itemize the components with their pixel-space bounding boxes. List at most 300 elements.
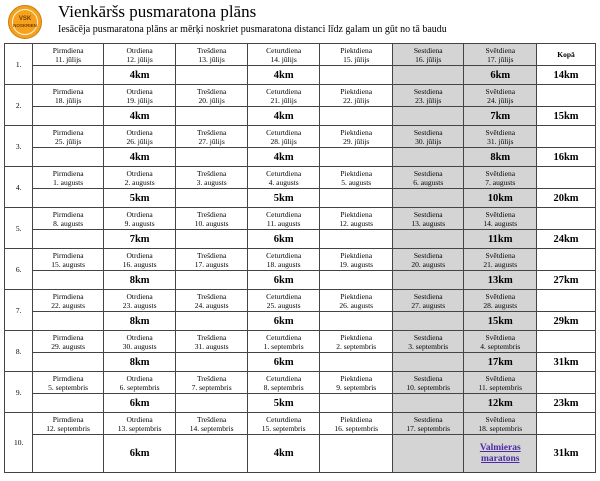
- distance-cell: [320, 271, 393, 290]
- distance-cell: 6km: [103, 435, 176, 473]
- day-name: Svētdiena: [485, 209, 516, 219]
- day-cell: [176, 290, 248, 312]
- week-3-km-row: [5, 148, 596, 167]
- day-name: Sestdiena: [413, 86, 443, 96]
- day-date: 13. augusts: [411, 218, 446, 228]
- day-name: Trešdiena: [196, 291, 227, 301]
- day-date: 12. jūlijs: [126, 54, 153, 64]
- day-date: 11. jūlijs: [55, 54, 82, 64]
- day-name: Pirmdiena: [52, 168, 84, 178]
- day-cell: [392, 167, 464, 189]
- distance-cell: [320, 66, 393, 85]
- distance-cell: 12km: [464, 394, 537, 413]
- training-plan-table: [4, 43, 596, 473]
- distance-cell: 10km: [464, 189, 537, 208]
- day-cell: [464, 85, 537, 107]
- week-number: 9.: [5, 372, 33, 413]
- week-6-days-row: [5, 249, 596, 271]
- distance-cell: [176, 312, 248, 331]
- day-cell: [103, 44, 176, 66]
- week-number: 1.: [5, 44, 33, 85]
- week-7-km-row: [5, 312, 596, 331]
- week-7-days-row: [5, 290, 596, 312]
- day-cell: [103, 331, 176, 353]
- day-cell: [247, 290, 320, 312]
- day-name: Ceturtdiena: [266, 250, 302, 260]
- day-date: 11. septembris: [478, 382, 522, 392]
- club-logo: [8, 5, 42, 39]
- total-header-cell: [537, 167, 596, 189]
- day-date: 29. jūlijs: [343, 136, 370, 146]
- day-date: 31. augusts: [194, 341, 229, 351]
- week-4-km-row: [5, 189, 596, 208]
- distance-cell: 4km: [103, 107, 176, 126]
- day-date: 7. septembris: [191, 382, 232, 392]
- day-cell: [33, 413, 103, 435]
- day-cell: [320, 331, 393, 353]
- day-date: 8. augusts: [53, 218, 84, 228]
- day-date: 5. septembris: [48, 382, 89, 392]
- day-name: Sestdiena: [413, 168, 443, 178]
- day-cell: [33, 372, 103, 394]
- week-number: 6.: [5, 249, 33, 290]
- day-cell: [103, 413, 176, 435]
- day-name: Piektdiena: [340, 127, 373, 137]
- distance-cell: [33, 353, 103, 372]
- day-cell: [103, 290, 176, 312]
- week-total: 20km: [537, 189, 596, 208]
- day-date: 13. septembris: [117, 423, 162, 433]
- day-cell: [176, 331, 248, 353]
- day-name: Piektdiena: [340, 45, 373, 55]
- day-date: 25. augusts: [266, 300, 301, 310]
- day-name: Sestdiena: [413, 209, 443, 219]
- day-date: 20. augusts: [411, 259, 446, 269]
- distance-cell: 11km: [464, 230, 537, 249]
- day-cell: [176, 44, 248, 66]
- week-5-km-row: [5, 230, 596, 249]
- day-cell: [320, 372, 393, 394]
- total-header-cell: [537, 208, 596, 230]
- week-total: 15km: [537, 107, 596, 126]
- day-cell: [247, 44, 320, 66]
- day-name: Ceturtdiena: [266, 414, 302, 424]
- day-cell: [464, 44, 537, 66]
- day-cell: [320, 126, 393, 148]
- day-name: Trešdiena: [196, 45, 227, 55]
- day-date: 20. jūlijs: [198, 95, 225, 105]
- day-cell: [392, 290, 464, 312]
- day-name: Sestdiena: [413, 414, 443, 424]
- distance-cell: 5km: [103, 189, 176, 208]
- day-cell: [103, 372, 176, 394]
- week-2-days-row: [5, 85, 596, 107]
- distance-cell: [176, 66, 248, 85]
- day-name: Otrdiena: [126, 45, 153, 55]
- day-cell: [464, 331, 537, 353]
- day-name: Pirmdiena: [52, 414, 84, 424]
- day-name: Svētdiena: [485, 86, 516, 96]
- day-name: Sestdiena: [413, 332, 443, 342]
- distance-cell: [176, 394, 248, 413]
- day-name: Trešdiena: [196, 168, 227, 178]
- distance-cell: [392, 189, 464, 208]
- day-name: Trešdiena: [196, 373, 227, 383]
- day-cell: [33, 290, 103, 312]
- day-date: 22. augusts: [51, 300, 85, 310]
- day-name: Piektdiena: [340, 414, 373, 424]
- day-name: Pirmdiena: [52, 209, 84, 219]
- total-header-cell: [537, 249, 596, 271]
- day-name: Piektdiena: [340, 332, 373, 342]
- day-cell: [247, 208, 320, 230]
- day-date: 14. septembris: [189, 423, 234, 433]
- day-cell: [176, 413, 248, 435]
- day-name: Trešdiena: [196, 86, 227, 96]
- day-date: 18. septembris: [478, 423, 523, 433]
- day-name: Pirmdiena: [52, 86, 84, 96]
- distance-cell: [320, 148, 393, 167]
- day-name: Ceturtdiena: [266, 291, 302, 301]
- day-name: Pirmdiena: [52, 250, 84, 260]
- distance-cell: 15km: [464, 312, 537, 331]
- day-name: Sestdiena: [413, 250, 443, 260]
- week-number: 5.: [5, 208, 33, 249]
- day-cell: [392, 331, 464, 353]
- week-total: 14km: [537, 66, 596, 85]
- day-name: Otrdiena: [126, 86, 153, 96]
- day-name: Trešdiena: [196, 332, 227, 342]
- day-cell: [247, 413, 320, 435]
- day-date: 17. septembris: [406, 423, 451, 433]
- day-cell: [392, 85, 464, 107]
- distance-cell: [33, 148, 103, 167]
- day-cell: [176, 249, 248, 271]
- day-date: 10. augusts: [194, 218, 229, 228]
- distance-cell: [320, 435, 393, 473]
- distance-cell: [392, 271, 464, 290]
- day-cell: [247, 372, 320, 394]
- week-total: 16km: [537, 148, 596, 167]
- day-name: Piektdiena: [340, 209, 373, 219]
- day-name: Otrdiena: [126, 373, 153, 383]
- distance-cell: [320, 312, 393, 331]
- week-1-days-row: [5, 44, 596, 66]
- week-total: 29km: [537, 312, 596, 331]
- distance-cell: 13km: [464, 271, 537, 290]
- distance-cell: 5km: [247, 394, 320, 413]
- distance-cell: 6km: [247, 312, 320, 331]
- day-date: 10. septembris: [406, 382, 451, 392]
- day-date: 9. septembris: [336, 382, 377, 392]
- day-date: 23. augusts: [122, 300, 157, 310]
- distance-cell: [33, 394, 103, 413]
- distance-cell: 4km: [247, 107, 320, 126]
- day-name: Svētdiena: [485, 45, 516, 55]
- distance-cell: [464, 435, 537, 473]
- day-name: Otrdiena: [126, 414, 153, 424]
- total-header-cell: [537, 126, 596, 148]
- week-number: 10.: [5, 413, 33, 473]
- day-name: Sestdiena: [413, 45, 443, 55]
- day-cell: [176, 167, 248, 189]
- distance-cell: [392, 148, 464, 167]
- day-cell: [464, 372, 537, 394]
- distance-cell: [320, 189, 393, 208]
- day-cell: [33, 249, 103, 271]
- week-8-km-row: [5, 353, 596, 372]
- day-cell: [392, 249, 464, 271]
- day-name: Otrdiena: [126, 168, 153, 178]
- day-date: 23. jūlijs: [415, 95, 442, 105]
- distance-cell: [33, 107, 103, 126]
- day-date: 17. augusts: [194, 259, 229, 269]
- week-total: 23km: [537, 394, 596, 413]
- distance-cell: [320, 230, 393, 249]
- distance-cell: [33, 66, 103, 85]
- day-date: 21. jūlijs: [270, 95, 297, 105]
- day-date: 17. jūlijs: [487, 54, 514, 64]
- total-header-cell: [537, 372, 596, 394]
- day-name: Ceturtdiena: [266, 86, 302, 96]
- day-date: 14. jūlijs: [270, 54, 297, 64]
- day-name: Sestdiena: [413, 291, 443, 301]
- day-cell: [320, 44, 393, 66]
- day-name: Piektdiena: [340, 250, 373, 260]
- week-5-days-row: [5, 208, 596, 230]
- page-title: Vienkāršs pusmaratona plāns: [58, 2, 257, 21]
- total-header-cell: [537, 331, 596, 353]
- day-cell: [464, 413, 537, 435]
- distance-cell: [392, 66, 464, 85]
- day-date: 19. jūlijs: [126, 95, 153, 105]
- distance-cell: [176, 230, 248, 249]
- day-date: 3. augusts: [196, 177, 227, 187]
- week-9-days-row: [5, 372, 596, 394]
- day-name: Ceturtdiena: [266, 209, 302, 219]
- distance-cell: 17km: [464, 353, 537, 372]
- day-date: 12. septembris: [46, 423, 90, 433]
- day-date: 26. augusts: [339, 300, 374, 310]
- distance-cell: [176, 107, 248, 126]
- day-name: Piektdiena: [340, 373, 373, 383]
- day-cell: [464, 290, 537, 312]
- distance-cell: [33, 189, 103, 208]
- day-name: Piektdiena: [340, 86, 373, 96]
- day-cell: [247, 331, 320, 353]
- day-date: 13. jūlijs: [198, 54, 225, 64]
- day-date: 18. jūlijs: [54, 95, 82, 105]
- day-date: 18. augusts: [266, 259, 301, 269]
- day-name: Trešdiena: [196, 209, 227, 219]
- day-name: Trešdiena: [196, 250, 227, 260]
- total-header-cell: [537, 85, 596, 107]
- distance-cell: 4km: [247, 66, 320, 85]
- week-number: 2.: [5, 85, 33, 126]
- week-10-km-row: [5, 435, 596, 473]
- distance-cell: [176, 189, 248, 208]
- day-date: 30. augusts: [122, 341, 157, 351]
- day-name: Svētdiena: [485, 414, 516, 424]
- day-date: 7. augusts: [485, 177, 516, 187]
- training-plan-body: [5, 44, 596, 473]
- distance-cell: [33, 312, 103, 331]
- day-cell: [320, 290, 393, 312]
- day-cell: [392, 208, 464, 230]
- distance-cell: 6km: [464, 66, 537, 85]
- day-name: Ceturtdiena: [266, 45, 302, 55]
- day-name: Svētdiena: [485, 291, 516, 301]
- day-date: 29. augusts: [51, 341, 85, 351]
- day-date: 9. augusts: [124, 218, 155, 228]
- page-subtitle: Iesācēja pusmaratona plāns ar mērķi noskriet pusmaratona distanci līdz galam un gūt no tā baudu: [58, 24, 447, 35]
- day-cell: [176, 126, 248, 148]
- day-cell: [103, 208, 176, 230]
- day-date: 12. augusts: [339, 218, 374, 228]
- day-cell: [247, 126, 320, 148]
- week-2-km-row: [5, 107, 596, 126]
- distance-cell: [320, 353, 393, 372]
- logo-ring: [12, 9, 38, 35]
- distance-cell: [392, 353, 464, 372]
- day-cell: [464, 208, 537, 230]
- week-number: 8.: [5, 331, 33, 372]
- day-date: 22. jūlijs: [343, 95, 370, 105]
- distance-cell: [176, 435, 248, 473]
- day-date: 25. jūlijs: [54, 136, 82, 146]
- week-10-days-row: [5, 413, 596, 435]
- day-date: 24. augusts: [194, 300, 229, 310]
- distance-cell: 8km: [103, 271, 176, 290]
- day-name: Otrdiena: [126, 127, 153, 137]
- distance-cell: [392, 312, 464, 331]
- day-cell: [247, 167, 320, 189]
- day-name: Ceturtdiena: [266, 332, 302, 342]
- day-cell: [464, 167, 537, 189]
- day-cell: [176, 208, 248, 230]
- day-date: 21. augusts: [483, 259, 518, 269]
- distance-cell: 4km: [103, 148, 176, 167]
- day-cell: [103, 167, 176, 189]
- day-name: Otrdiena: [126, 250, 153, 260]
- week-4-days-row: [5, 167, 596, 189]
- day-date: 6. augusts: [413, 177, 444, 187]
- day-date: 28. jūlijs: [270, 136, 297, 146]
- day-cell: [320, 249, 393, 271]
- day-name: Piektdiena: [340, 168, 373, 178]
- day-name: Svētdiena: [485, 250, 516, 260]
- day-name: Svētdiena: [485, 168, 516, 178]
- day-cell: [33, 85, 103, 107]
- total-header-cell: Kopā: [537, 44, 596, 66]
- day-cell: [320, 167, 393, 189]
- day-cell: [320, 85, 393, 107]
- distance-cell: [176, 353, 248, 372]
- day-date: 2. augusts: [124, 177, 155, 187]
- day-date: 28. augusts: [483, 300, 518, 310]
- day-name: Ceturtdiena: [266, 373, 302, 383]
- day-cell: [33, 208, 103, 230]
- day-cell: [392, 44, 464, 66]
- day-date: 3. septembris: [408, 341, 449, 351]
- distance-cell: [392, 107, 464, 126]
- race-link[interactable]: Valmieras maratons: [479, 442, 521, 464]
- day-name: Ceturtdiena: [266, 168, 302, 178]
- day-date: 19. augusts: [339, 259, 374, 269]
- distance-cell: 6km: [247, 353, 320, 372]
- distance-cell: [320, 394, 393, 413]
- day-cell: [33, 126, 103, 148]
- day-cell: [247, 249, 320, 271]
- day-cell: [464, 126, 537, 148]
- distance-cell: 5km: [247, 189, 320, 208]
- day-date: 16. septembris: [334, 423, 379, 433]
- day-name: Pirmdiena: [52, 45, 84, 55]
- day-date: 1. augusts: [53, 177, 84, 187]
- day-date: 8. septembris: [263, 382, 304, 392]
- logo-text-line2: NOSKRIEN: [13, 23, 37, 28]
- week-1-km-row: [5, 66, 596, 85]
- week-9-km-row: [5, 394, 596, 413]
- distance-cell: [33, 435, 103, 473]
- distance-cell: 8km: [464, 148, 537, 167]
- day-date: 11. augusts: [266, 218, 301, 228]
- day-name: Svētdiena: [485, 373, 516, 383]
- day-name: Svētdiena: [485, 332, 516, 342]
- day-cell: [247, 85, 320, 107]
- day-cell: [392, 413, 464, 435]
- day-name: Piektdiena: [340, 291, 373, 301]
- day-date: 27. jūlijs: [198, 136, 225, 146]
- day-date: 2. septembris: [336, 341, 377, 351]
- distance-cell: [320, 107, 393, 126]
- day-date: 27. augusts: [411, 300, 446, 310]
- week-8-days-row: [5, 331, 596, 353]
- day-name: Ceturtdiena: [266, 127, 302, 137]
- day-date: 15. jūlijs: [343, 54, 370, 64]
- day-cell: [392, 372, 464, 394]
- day-name: Otrdiena: [126, 209, 153, 219]
- day-cell: [103, 85, 176, 107]
- total-header-cell: [537, 413, 596, 435]
- distance-cell: 4km: [247, 148, 320, 167]
- day-date: 14. augusts: [483, 218, 518, 228]
- day-date: 4. augusts: [268, 177, 299, 187]
- distance-cell: 8km: [103, 353, 176, 372]
- week-total: 24km: [537, 230, 596, 249]
- day-cell: [33, 44, 103, 66]
- total-header-cell: [537, 290, 596, 312]
- week-number: 3.: [5, 126, 33, 167]
- day-date: 5. augusts: [341, 177, 372, 187]
- day-name: Trešdiena: [196, 414, 227, 424]
- distance-cell: 4km: [247, 435, 320, 473]
- day-name: Otrdiena: [126, 332, 153, 342]
- day-date: 31. jūlijs: [487, 136, 514, 146]
- day-cell: [33, 331, 103, 353]
- week-number: 4.: [5, 167, 33, 208]
- distance-cell: 6km: [247, 230, 320, 249]
- week-total: 27km: [537, 271, 596, 290]
- day-date: 30. jūlijs: [415, 136, 442, 146]
- distance-cell: [33, 230, 103, 249]
- distance-cell: 8km: [103, 312, 176, 331]
- week-3-days-row: [5, 126, 596, 148]
- day-date: 15. augusts: [51, 259, 85, 269]
- distance-cell: 4km: [103, 66, 176, 85]
- day-cell: [320, 208, 393, 230]
- logo-text-line1: VSK: [18, 16, 32, 22]
